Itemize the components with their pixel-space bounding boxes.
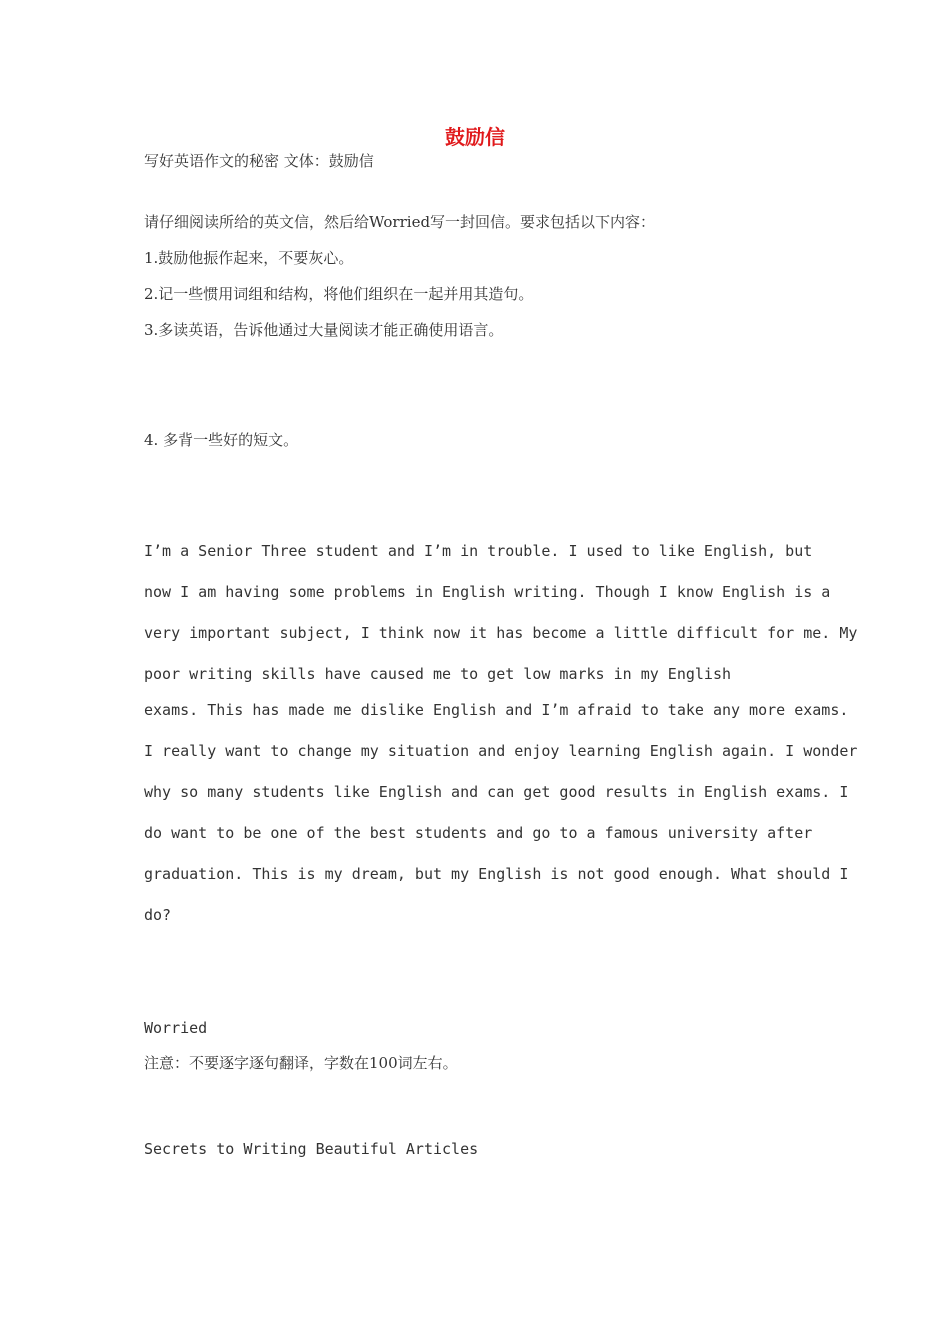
letter-line: very important subject, I think now it has become a little difficult for me. My bbox=[144, 624, 858, 642]
letter-signature: Worried bbox=[144, 1019, 208, 1037]
letter-line: exams. This has made me dislike English and I’m afraid to take any more exams. bbox=[144, 701, 849, 719]
instruction-item-2: 2.记一些惯用词组和结构，将他们组织在一起并用其造句。 bbox=[144, 285, 534, 303]
letter-line: I really want to change my situation and enjoy learning English again. I wonder bbox=[144, 742, 858, 760]
document-title: 鼓励信 bbox=[445, 125, 505, 149]
letter-body bbox=[144, 540, 858, 945]
letter-line: now I am having some problems in English writing. Though I know English is a bbox=[144, 583, 831, 601]
instructions-intro: 请仔细阅读所给的英文信，然后给Worried写一封回信。要求包括以下内容： bbox=[144, 213, 656, 231]
instruction-item-4: 4. 多背一些好的短文。 bbox=[144, 431, 299, 449]
letter-line: do want to be one of the best students and go to a famous university after bbox=[144, 824, 813, 842]
instruction-item-1: 1.鼓励他振作起来，不要灰心。 bbox=[144, 249, 354, 267]
document-subtitle: 写好英语作文的秘密 文体：鼓励信 bbox=[144, 152, 374, 170]
letter-line: do? bbox=[144, 906, 172, 924]
letter-line: graduation. This is my dream, but my English is not good enough. What should I bbox=[144, 865, 849, 883]
instruction-item-3: 3.多读英语，告诉他通过大量阅读才能正确使用语言。 bbox=[144, 321, 504, 339]
footer-heading: Secrets to Writing Beautiful Articles bbox=[144, 1140, 479, 1158]
word-count-note: 注意：不要逐字逐句翻译，字数在100词左右。 bbox=[144, 1054, 458, 1072]
letter-line: why so many students like English and can get good results in English exams. I bbox=[144, 783, 849, 801]
letter-line: poor writing skills have caused me to get low marks in my English bbox=[144, 665, 731, 683]
letter-line: I’m a Senior Three student and I’m in trouble. I used to like English, but bbox=[144, 542, 813, 560]
